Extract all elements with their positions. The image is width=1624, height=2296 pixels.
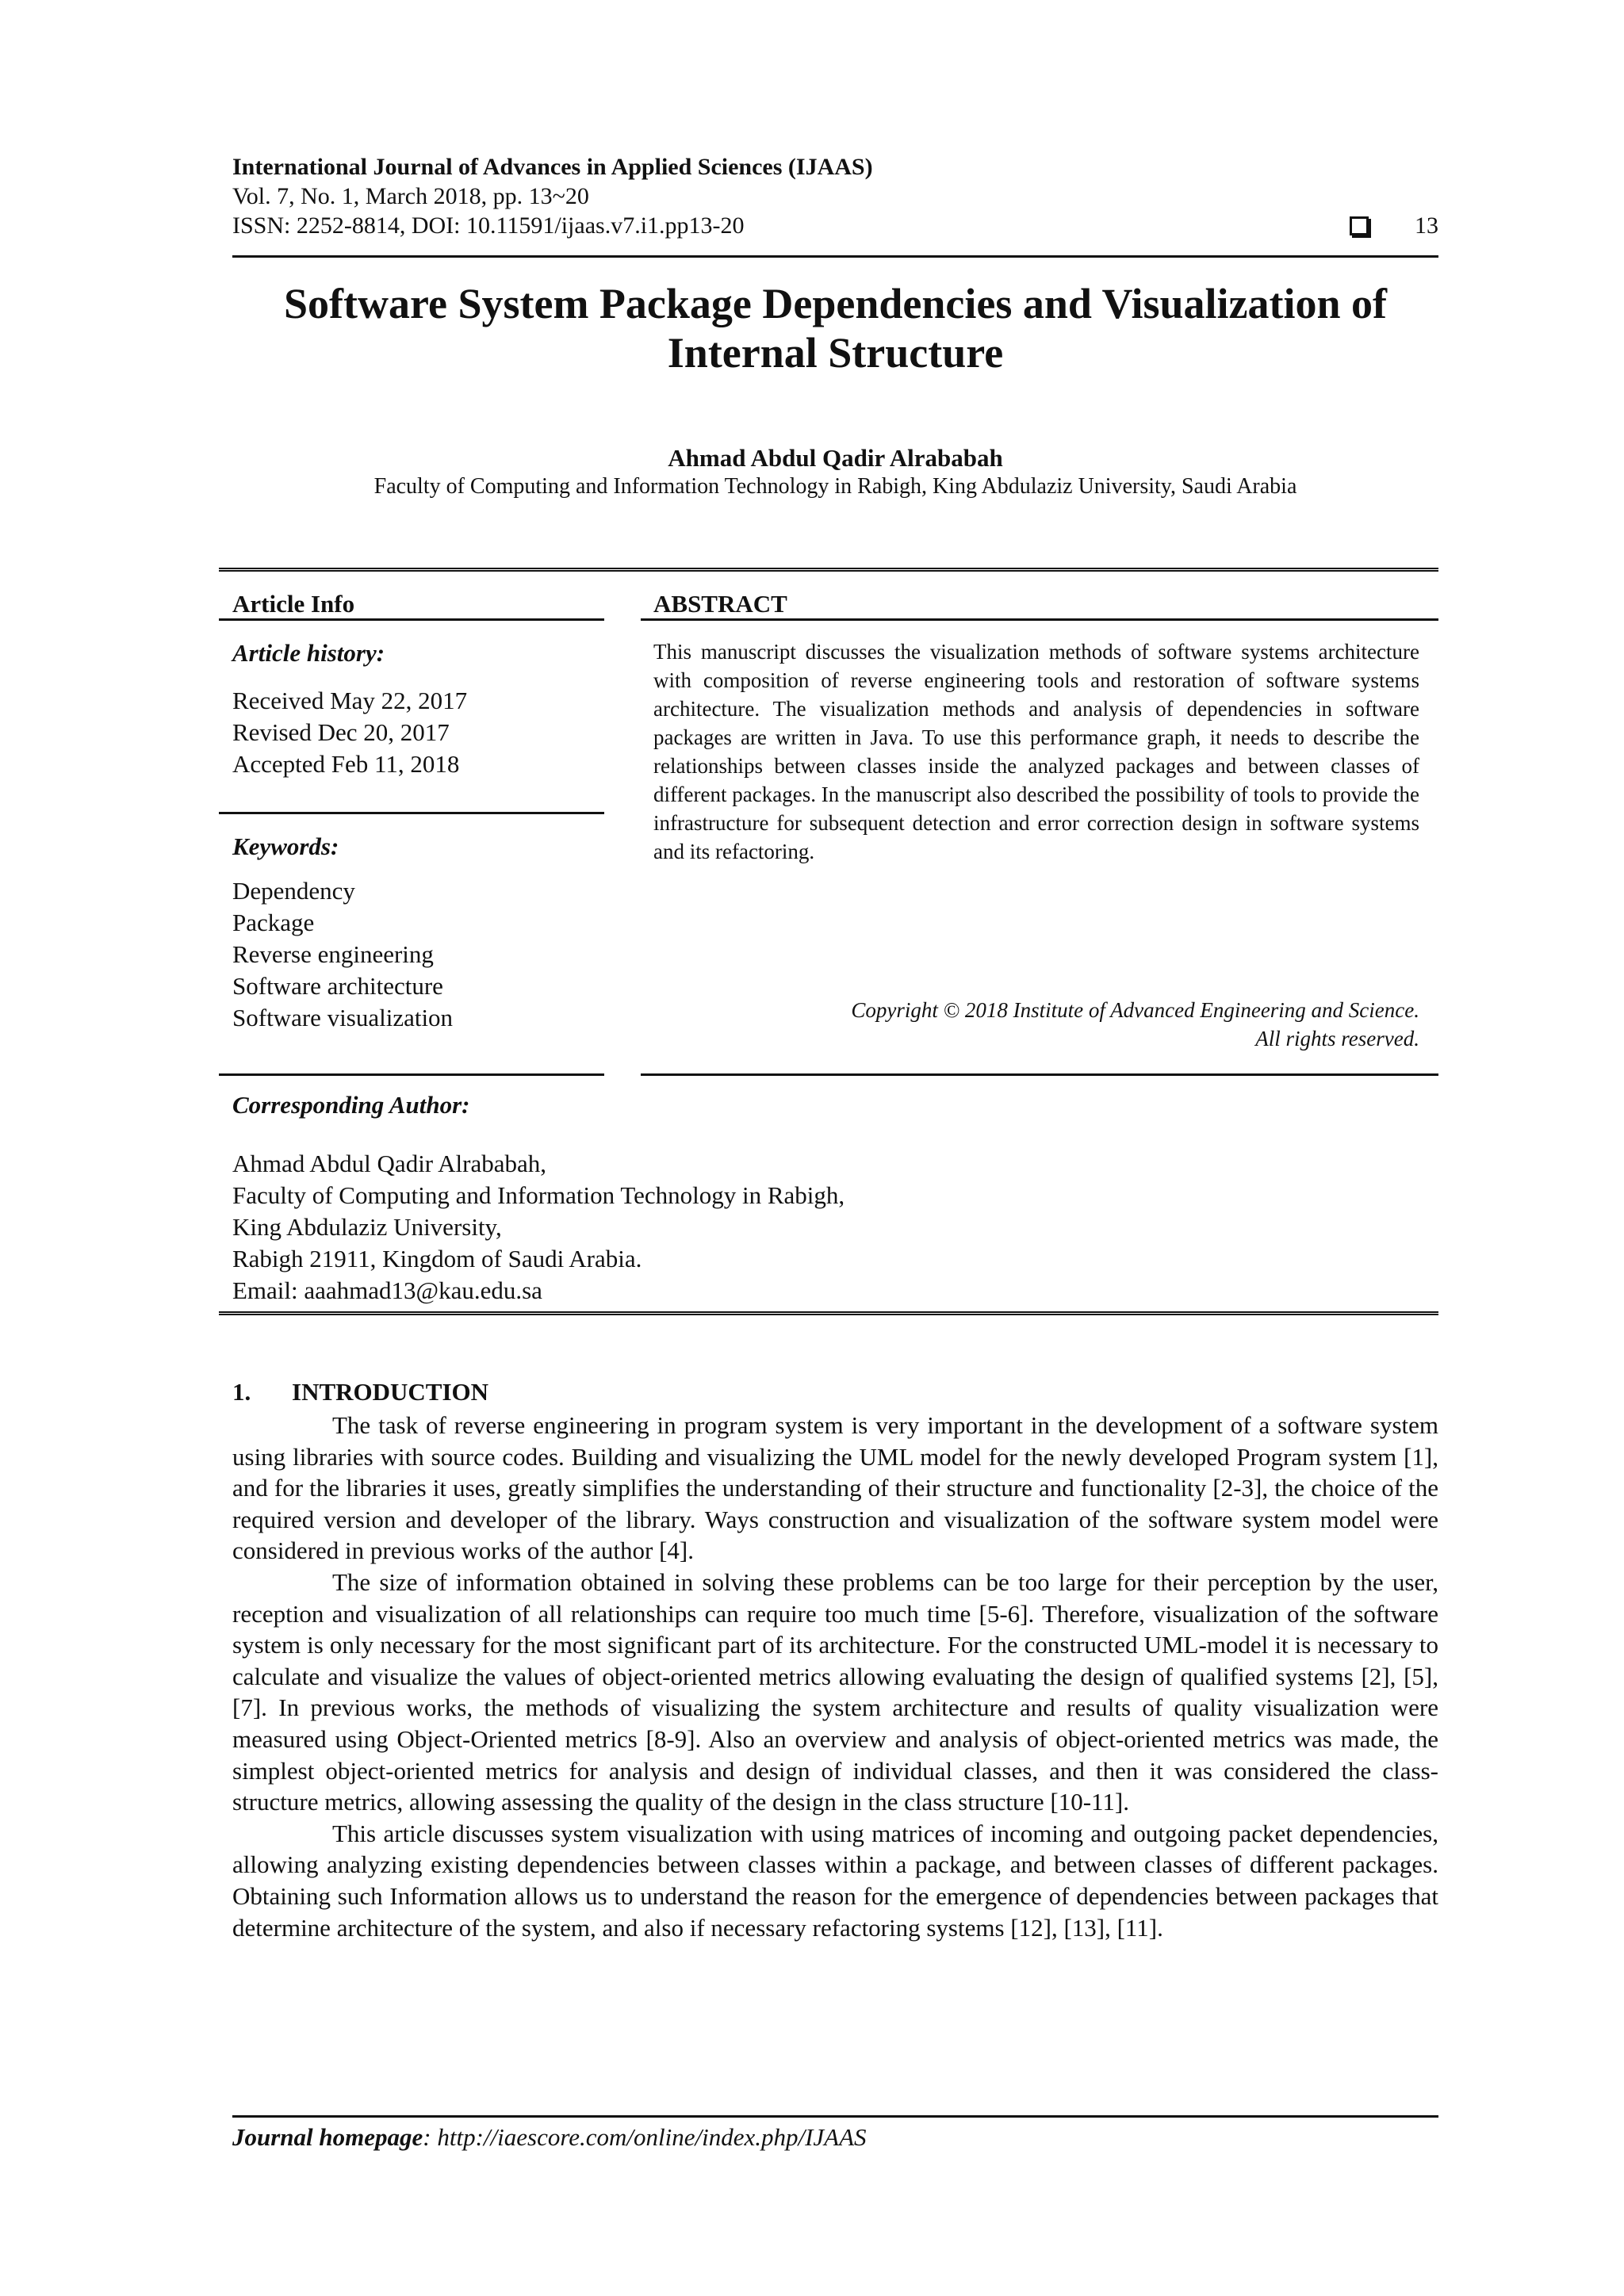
revised-date: Revised Dec 20, 2017 — [232, 718, 450, 746]
copyright-line-2: All rights reserved. — [1255, 1027, 1419, 1050]
corr-university: King Abdulaziz University, — [232, 1213, 502, 1241]
author-name: Ahmad Abdul Qadir Alrababah — [668, 444, 1003, 472]
info-top-rule — [219, 568, 1438, 572]
paragraph: The size of information obtained in solving these problems can be too large for their perception by the user, reception and visualization of all relationships can require too much time [5-6]. Therefore, visualization of the software system is only necessary for the most significant part of its architecture. For the constructed UML-model it is necessary to calculate and visualize the values of object-oriented metrics allowing evaluating the design of qualified systems [2], [5], [7]. In previous works, the methods of visualizing the system architecture and results of quality visualization were measured using Object-Oriented metrics [8-9]. Also an overview and analysis of object-oriented metrics was made, the simplest object-oriented metrics for analysis and design of individual classes, and then it was considered the class- structure metrics, allowing assessing the quality of the design in the class structure [10-11]. — [232, 1567, 1438, 1816]
article-info-heading: Article Info — [232, 590, 355, 618]
box-icon — [1350, 216, 1369, 235]
volume-line: Vol. 7, No. 1, March 2018, pp. 13~20 — [232, 183, 589, 209]
paragraph: The task of reverse engineering in program system is very important in the development of a software system using libraries with source codes. Building and visualizing the UML model for the newly developed Program system [1], and for the libraries it uses, greatly simplifies the understanding of their structure and functionality [2-3], the choice of the required version and developer of the library. Ways construction and visualization of the software system model were considered in previous works of the author [4]. — [232, 1411, 1438, 1565]
keyword-item: Reverse engineering — [232, 940, 434, 968]
corr-faculty: Faculty of Computing and Information Technology in Rabigh, — [232, 1181, 845, 1209]
corr-name: Ahmad Abdul Qadir Alrababah, — [232, 1150, 547, 1177]
article-history-label: Article history: — [232, 639, 385, 667]
keywords-bottom-rule — [219, 1073, 604, 1076]
corresponding-author-label: Corresponding Author: — [232, 1091, 470, 1119]
author-affiliation: Faculty of Computing and Information Technology in Rabigh, King Abdulaziz University, Saudi Arabia — [373, 474, 1297, 499]
journal-homepage: Journal homepage: http://iaescore.com/online/index.php/IJAAS — [232, 2123, 867, 2151]
issn-doi-line: ISSN: 2252-8814, DOI: 10.11591/ijaas.v7.i1.pp13-20 — [232, 212, 745, 239]
keyword-item: Software visualization — [232, 1004, 454, 1031]
title-line-1: Software System Package Dependencies and Visualization of — [284, 280, 1387, 327]
paragraph: This article discusses system visualization with using matrices of incoming and outgoing packet dependencies, allowing analyzing existing dependencies between classes within a package, and between classes of different packages. Obtaining such Information allows us to understand the reason for the emergence of dependencies between packages that determine architecture of the system, and also if necessary refactoring systems [12], [13], [11]. — [232, 1819, 1438, 1942]
corr-address: Rabigh 21911, Kingdom of Saudi Arabia. — [232, 1245, 642, 1272]
footer-rule — [232, 2115, 1438, 2118]
introduction-body — [232, 1410, 1438, 1943]
accepted-date: Accepted Feb 11, 2018 — [232, 750, 460, 778]
section-title: INTRODUCTION — [292, 1378, 489, 1406]
keyword-item: Package — [232, 909, 315, 936]
received-date: Received May 22, 2017 — [232, 687, 468, 714]
page-number: 13 — [1415, 212, 1438, 239]
paper-title — [232, 279, 1438, 377]
section-number: 1. — [232, 1378, 251, 1406]
title-line-2: Internal Structure — [667, 329, 1004, 377]
abstract-text: This manuscript discusses the visualization methods of software systems architecture with composition of reverse engineering tools and restoration of software systems architecture. The visualization methods and analysis of dependencies in software packages are written in Java. To use this performance graph, it needs to describe the relationships between classes inside the analyzed packages and between classes of different packages. In the manuscript also described the possibility of tools to provide the infrastructure for subsequent detection and error correction design in software systems and its refactoring. — [653, 640, 1419, 863]
corr-email: Email: aaahmad13@kau.edu.sa — [232, 1276, 542, 1304]
keywords-list — [232, 875, 453, 1034]
journal-header — [232, 152, 1438, 240]
article-history-list — [232, 685, 467, 780]
header-divider — [232, 255, 1438, 258]
section-heading-introduction — [232, 1378, 488, 1406]
copyright-notice — [653, 996, 1419, 1053]
copyright-line-1: Copyright © 2018 Institute of Advanced Engineering and Science. — [851, 998, 1419, 1022]
corresponding-author-details — [232, 1148, 845, 1307]
abstract-bottom-rule — [641, 1073, 1438, 1076]
abstract-heading: ABSTRACT — [653, 590, 787, 618]
homepage-link[interactable]: http://iaescore.com/online/index.php/IJAAS — [437, 2123, 867, 2151]
journal-name: International Journal of Advances in Applied Sciences (IJAAS) — [232, 154, 873, 180]
article-info-rule — [219, 618, 604, 621]
history-rule — [219, 812, 604, 814]
keyword-item: Dependency — [232, 877, 355, 905]
abstract-rule — [641, 618, 1438, 621]
info-bottom-rule — [219, 1311, 1438, 1315]
keywords-label: Keywords: — [232, 832, 339, 860]
homepage-label: Journal homepage — [232, 2123, 423, 2151]
keyword-item: Software architecture — [232, 972, 443, 1000]
